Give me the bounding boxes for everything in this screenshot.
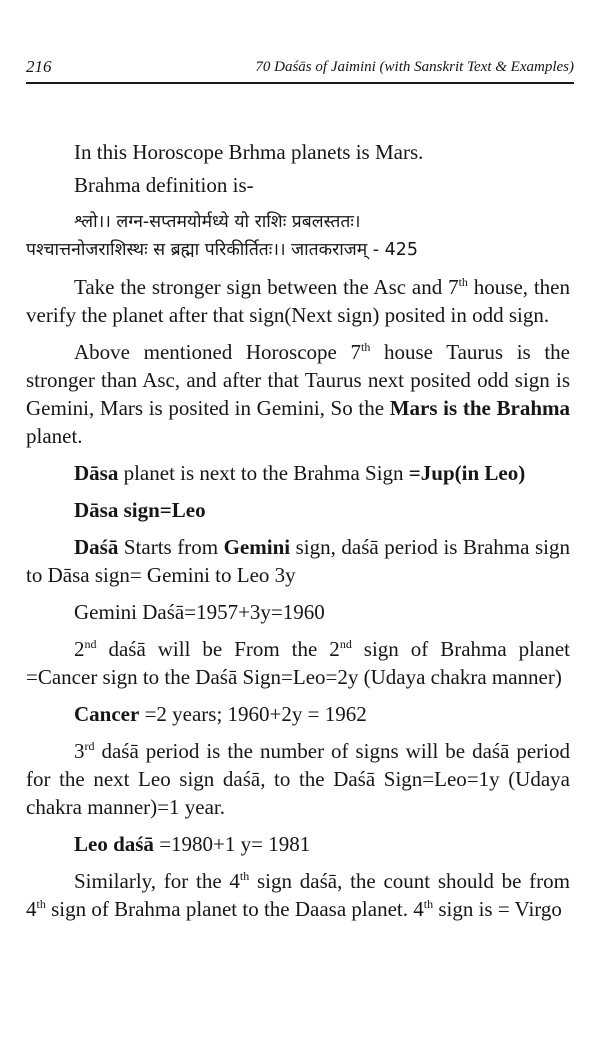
paragraph-taurus-stronger: Above mentioned Horoscope 7th house Taurus is the stronger than Asc, and after that Taurus next posited odd sign is Gemini, Mars is posited in Gemini, So the Mars is the Brahma planet.	[26, 340, 570, 448]
paragraph-dasa-starts: Daśā Starts from Gemini sign, daśā period is Brahma sign to Dāsa sign= Gemini to Leo 3y	[26, 535, 570, 587]
sanskrit-verse-line-2: पश्चात्तनोजराशिस्थः स ब्रह्मा परिकीर्तितः।। जातकराजम् - 425	[26, 240, 419, 260]
paragraph-third-dasa: 3rd daśā period is the number of signs will be daśā period for the next Leo sign daśā, to the Daśā Sign=Leo=1y (Udaya chakra manner)=1 year.	[26, 739, 570, 819]
paragraph-cancer-years: Cancer =2 years; 1960+2y = 1962	[74, 702, 367, 726]
header-rule	[26, 82, 574, 84]
page-number: 216	[26, 57, 52, 76]
paragraph-brahma-planet: In this Horoscope Brhma planets is Mars.	[74, 140, 424, 164]
paragraph-stronger-sign: Take the stronger sign between the Asc and 7th house, then verify the planet after that sign(Next sign) posited in odd sign.	[26, 275, 571, 327]
paragraph-leo-dasa: Leo daśā =1980+1 y= 1981	[74, 832, 311, 856]
paragraph-dasa-sign: Dāsa sign=Leo	[74, 498, 206, 522]
paragraph-fourth-sign: Similarly, for the 4th sign daśā, the count should be from 4th sign of Brahma planet to the Daasa planet. 4th sign is = Virgo	[26, 869, 570, 921]
paragraph-second-dasa: 2nd daśā will be From the 2nd sign of Brahma planet =Cancer sign to the Daśā Sign=Leo=2y (Udaya chakra manner)	[26, 637, 570, 689]
paragraph-dasa-planet: Dāsa planet is next to the Brahma Sign =Jup(in Leo)	[74, 461, 526, 485]
paragraph-brahma-definition: Brahma definition is-	[74, 173, 254, 197]
paragraph-gemini-dasa: Gemini Daśā=1957+3y=1960	[74, 600, 325, 624]
page-header	[26, 50, 574, 84]
body-text	[26, 138, 570, 923]
running-title: 70 Daśās of Jaimini (with Sanskrit Text & Examples)	[255, 59, 574, 75]
sanskrit-verse-line-1: श्लो।। लग्न-सप्तमयोर्मध्ये यो राशिः प्रबलस्ततः।	[74, 212, 361, 232]
